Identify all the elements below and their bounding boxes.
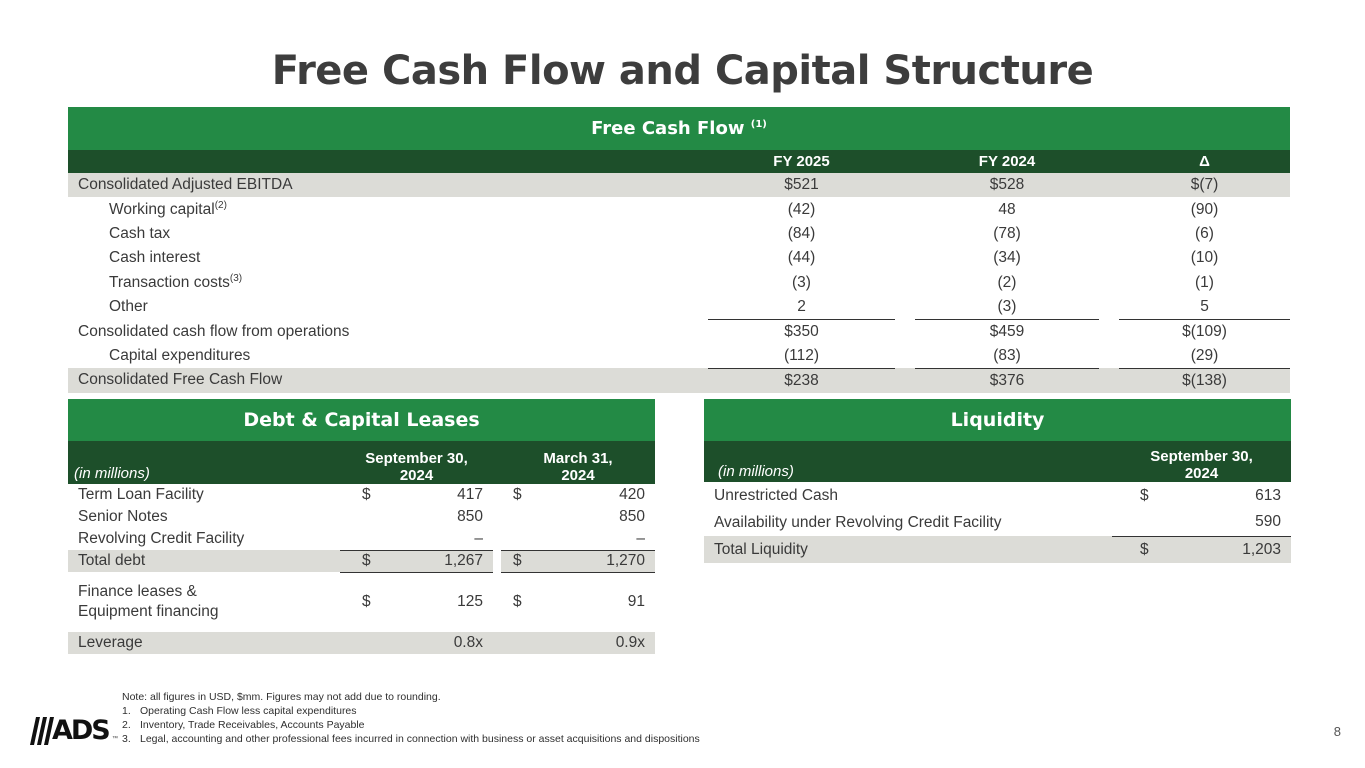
footnotes <box>122 690 700 746</box>
units-label: (in millions) <box>718 463 794 480</box>
currency-symbol: $ <box>362 593 371 611</box>
row-label: Cash interest <box>109 249 201 267</box>
col-delta: Δ <box>1199 153 1210 170</box>
col-sep-2024: September 30, 2024 <box>1150 448 1253 482</box>
cell-value: $(7) <box>1190 176 1219 194</box>
footnote-item: 2. Inventory, Trade Receivables, Accounts Payable <box>122 719 365 731</box>
col-sep-2024: September 30, 2024 <box>365 450 468 484</box>
row-label: Unrestricted Cash <box>714 486 839 504</box>
table-row <box>68 344 1290 368</box>
currency-symbol: $ <box>513 593 522 611</box>
table-row <box>704 536 1291 563</box>
table-row <box>68 484 655 506</box>
row-label: Senior Notes <box>78 508 168 525</box>
table-row <box>68 319 1290 343</box>
page-title: Free Cash Flow and Capital Structure <box>271 48 1094 94</box>
cell-value: $528 <box>989 176 1025 194</box>
cell-value: $(109) <box>1182 322 1227 340</box>
cell-value: $(138) <box>1182 371 1227 389</box>
row-label: Availability under Revolving Credit Facility <box>714 513 1002 531</box>
cell-value: 1,270 <box>541 550 655 572</box>
table-row <box>68 222 1290 246</box>
footnote-item: 3. Legal, accounting and other professional fees incurred in connection with business or asset acquisitions and dispositions <box>122 733 700 745</box>
cell-value: 0.9x <box>615 634 645 651</box>
cell-value: 0.8x <box>453 634 483 651</box>
table-row <box>704 509 1291 536</box>
table-row <box>704 482 1291 509</box>
cell-value: – <box>541 528 655 550</box>
trademark-mark: ™ <box>112 736 118 742</box>
col-mar-2024: March 31, 2024 <box>543 450 613 484</box>
debt-title-row <box>68 399 655 441</box>
cell-value: 590 <box>1255 513 1281 531</box>
row-label: Other <box>109 298 148 316</box>
cell-value: (10) <box>1190 249 1219 267</box>
row-label: Working capital$^{(2)}$ <box>109 200 227 219</box>
debt-capital-leases-table <box>68 399 655 654</box>
cell-value: $376 <box>989 371 1025 389</box>
cell-value: 5 <box>1119 295 1290 319</box>
page-number: 8 <box>1333 724 1341 739</box>
cell-value: 48 <box>998 200 1016 218</box>
logo-slashes-icon <box>30 716 54 746</box>
cell-value: (3) <box>915 295 1099 319</box>
currency-symbol: $ <box>1140 540 1149 558</box>
liquidity-column-header-row <box>704 441 1291 482</box>
table-row <box>68 632 655 654</box>
cell-value: (2) <box>997 273 1017 291</box>
cell-value: $238 <box>784 371 819 389</box>
row-label: Capital expenditures <box>109 346 251 364</box>
footnote-intro: Note: all figures in USD, $mm. Figures may not add due to rounding. <box>122 691 441 703</box>
debt-column-header-row <box>68 441 655 484</box>
cell-value: (83) <box>915 344 1099 368</box>
table-row <box>68 197 1290 221</box>
table-row <box>68 528 655 550</box>
footnote-item: 1. Operating Cash Flow less capital expenditures <box>122 705 357 717</box>
ads-logo <box>30 716 118 746</box>
cell-value: 613 <box>1255 486 1281 504</box>
row-label: Transaction costs$^{(3)}$ <box>109 273 243 292</box>
row-label: Revolving Credit Facility <box>78 530 245 547</box>
cell-value: $350 <box>784 322 819 340</box>
row-label: Total Liquidity <box>714 540 808 558</box>
currency-symbol: $ <box>1140 486 1149 504</box>
cell-value: 125 <box>457 593 483 611</box>
currency-symbol: $ <box>513 486 522 503</box>
liquidity-table <box>704 399 1291 563</box>
cell-value: 850 <box>457 508 483 525</box>
cell-value: 91 <box>627 593 645 611</box>
cell-value: (34) <box>993 249 1021 267</box>
cell-value: 1,203 <box>1242 540 1281 558</box>
table-row <box>68 246 1290 270</box>
cell-value: (3) <box>792 273 811 291</box>
currency-symbol: $ <box>362 486 371 503</box>
logo-text: ADS <box>52 715 109 746</box>
cell-value: (42) <box>787 200 816 218</box>
cell-value: 420 <box>619 486 645 503</box>
cell-value: 850 <box>619 508 645 525</box>
table-row <box>68 506 655 528</box>
units-label: (in millions) <box>74 465 150 482</box>
row-label: Finance leases & Equipment financing <box>78 583 219 620</box>
free-cash-flow-table <box>68 107 1290 393</box>
cell-value: (6) <box>1195 224 1214 242</box>
cell-value: 417 <box>457 486 483 503</box>
cell-value: 2 <box>708 295 895 319</box>
fcf-title-row <box>68 107 1290 150</box>
cell-value: (84) <box>787 224 816 242</box>
col-fy2024: FY 2024 <box>978 153 1036 170</box>
row-label: Consolidated Adjusted EBITDA <box>78 176 293 194</box>
col-fy2025: FY 2025 <box>773 153 830 170</box>
table-row <box>68 572 655 632</box>
cell-value: (78) <box>993 224 1021 242</box>
liquidity-title: Liquidity <box>950 409 1045 431</box>
table-row <box>68 550 655 572</box>
row-label: Consolidated Free Cash Flow <box>78 371 283 389</box>
cell-value: 1,267 <box>380 550 493 572</box>
cell-value: (90) <box>1190 200 1219 218</box>
cell-value: $459 <box>989 322 1025 340</box>
table-row <box>68 271 1290 295</box>
cell-value: (29) <box>1119 344 1290 368</box>
fcf-column-header-row <box>68 150 1290 173</box>
row-label: Total debt <box>78 552 146 569</box>
cell-value: (44) <box>787 249 816 267</box>
fcf-title: Free Cash Flow $^{(1)}$ <box>591 118 767 139</box>
cell-value: – <box>380 528 493 550</box>
row-label: Cash tax <box>109 224 171 242</box>
debt-title: Debt & Capital Leases <box>243 409 480 431</box>
row-label: Leverage <box>78 634 143 651</box>
table-row <box>68 173 1290 197</box>
currency-symbol: $ <box>340 550 380 572</box>
currency-symbol: $ <box>501 550 541 572</box>
table-row <box>68 295 1290 319</box>
cell-value: (112) <box>708 344 895 368</box>
row-label: Term Loan Facility <box>78 486 204 503</box>
cell-value: (1) <box>1195 273 1214 291</box>
table-row <box>68 368 1290 392</box>
cell-value: $521 <box>784 176 819 194</box>
liquidity-title-row <box>704 399 1291 441</box>
row-label: Consolidated cash flow from operations <box>78 322 350 340</box>
